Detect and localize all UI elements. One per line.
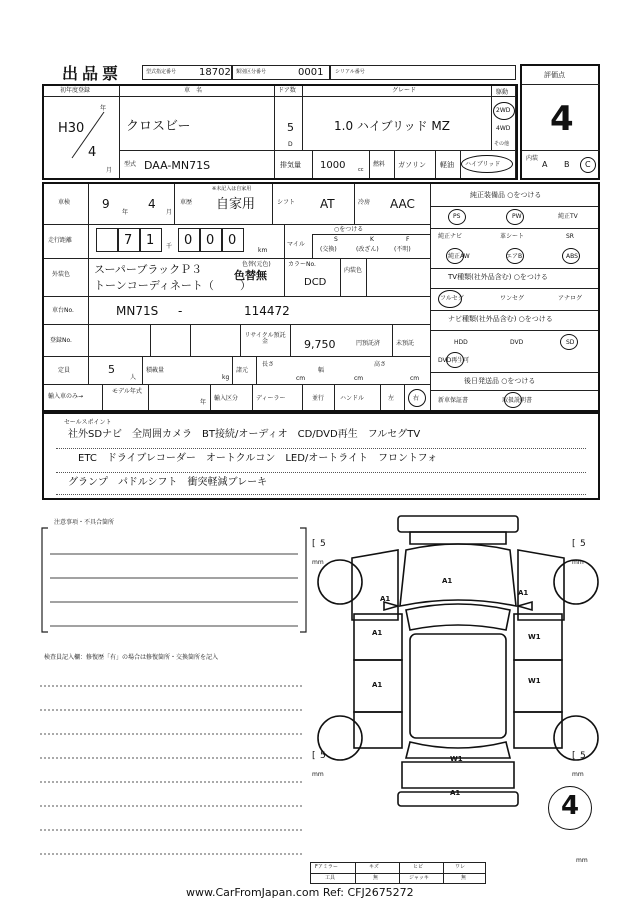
odo-mark-k: K xyxy=(370,236,374,243)
nav-dvd: DVD xyxy=(510,339,524,346)
score-box xyxy=(520,64,600,180)
later-header: 後日発送品 ○をつける xyxy=(464,377,536,385)
odo-mark-f: F xyxy=(406,236,410,243)
inspector-label: 検査員記入欄：修復歴「有」の場合は修復箇所・交換箇所を記入 xyxy=(44,654,219,661)
chassis-prefix: MN71S xyxy=(116,304,159,318)
drive-other: その他 xyxy=(494,141,510,147)
month-unit: 月 xyxy=(106,167,113,174)
model-cert-label: 型式指定番号 xyxy=(146,69,177,75)
drive-2wd-circle xyxy=(493,102,515,120)
tv-oneseg: ワンセグ xyxy=(500,295,525,302)
usage-note: ※未記入は自家用 xyxy=(212,186,252,192)
inspector-lines xyxy=(38,680,306,876)
drive-4wd: 4WD xyxy=(496,125,511,132)
dvd-play: DVD再生可 xyxy=(438,357,470,364)
score-label: 評価点 xyxy=(544,71,565,79)
doors-value: 5 xyxy=(287,121,294,134)
sales-points-line1: 社外SDナビ 全周囲カメラ BT接続/オーディオ CD/DVD再生 フルセグTV xyxy=(68,429,421,440)
model-year-label: モデル年式 xyxy=(112,388,142,395)
mileage-digit-6: 0 xyxy=(222,228,244,252)
recycle-label: リサイクル預託金 xyxy=(244,332,286,345)
car-damage-diagram xyxy=(310,510,610,810)
dims-label: 諸元 xyxy=(236,367,249,374)
tv-header: TV種類(社外品含む) ○をつける xyxy=(448,273,548,281)
serial-label: シリアル番号 xyxy=(335,69,365,75)
legend-scratch: キズ xyxy=(369,864,379,870)
legend-crack: ヒビ xyxy=(413,864,424,870)
fuel-label: 燃料 xyxy=(373,161,386,168)
legend-tools: 工具 xyxy=(325,875,336,881)
int-color-label: 内装色 xyxy=(344,267,363,274)
odo-replaced: (交換) xyxy=(320,246,337,253)
doors-label: ドア数 xyxy=(278,87,296,94)
genuine-ps-circle xyxy=(448,209,466,225)
interior-c-circle xyxy=(580,157,596,173)
inspection-section xyxy=(42,182,600,412)
usage-value: 自家用 xyxy=(216,197,256,212)
first-reg-year: H30 xyxy=(58,121,85,136)
later-manual: 取扱説明書 xyxy=(502,397,533,404)
sales-points-line2: ETC ドライブレコーダー オートクルコン LED/オートライト フロントフォ xyxy=(78,453,438,464)
length-unit: cm xyxy=(296,375,306,382)
class-no-label: 類別区分番号 xyxy=(236,69,267,75)
legend-jack-value: 無 xyxy=(461,875,467,881)
vehicle-section xyxy=(42,84,518,180)
shaken-label: 車検 xyxy=(58,199,71,206)
genuine-pw: PW xyxy=(512,213,522,220)
drive-2wd: 2WD xyxy=(496,107,511,114)
interior-option-a: A xyxy=(542,160,548,169)
year-unit: 年 xyxy=(100,105,107,112)
shaken-year-unit: 年 xyxy=(122,209,129,216)
usage-label: 車歴 xyxy=(180,199,193,206)
fuel-hybrid: ハイブリッド xyxy=(465,161,501,168)
genuine-navi: 純正ナビ xyxy=(438,233,463,240)
mileage-digit-2: 7 xyxy=(118,228,140,252)
displacement-unit: cc xyxy=(358,167,364,173)
genuine-pw-circle xyxy=(506,209,524,225)
mark-left-rear-door: A1 xyxy=(372,681,383,689)
fuel-diesel: 軽油 xyxy=(440,161,454,169)
serial-field xyxy=(330,65,516,80)
height-label: 高さ xyxy=(374,361,387,368)
model-cert-value: 18702 xyxy=(199,67,231,78)
grade-label: グレード xyxy=(392,87,417,94)
nav-sd: SD xyxy=(566,339,575,346)
color-line2: トーンコーディネート（ xyxy=(94,279,214,292)
width-unit: cm xyxy=(354,375,364,382)
mileage-thousand: 千 xyxy=(166,243,173,250)
sales-points-line3: グランプ パドルシフト 衝突軽減ブレーキ xyxy=(68,477,268,488)
interior-label: 内装 xyxy=(526,155,539,162)
model-cert-field xyxy=(142,65,232,80)
genuine-airbag-circle xyxy=(506,248,524,264)
color-line1: スーパーブラックＰ３ xyxy=(94,263,203,276)
nav-header: ナビ種類(社外品含む) ○をつける xyxy=(448,315,553,323)
genuine-leather: 革シート xyxy=(500,233,525,240)
car-name-label: 車 名 xyxy=(184,87,203,94)
shaken-month-unit: 月 xyxy=(166,209,173,216)
chassis-number: 114472 xyxy=(244,304,290,318)
displacement-value: 1000 xyxy=(320,160,346,171)
handle-right-circle xyxy=(408,389,426,407)
score-repeat-mm: mm xyxy=(576,857,588,864)
mileage-unit: km xyxy=(258,247,268,254)
legend-mirror: Fアミラー xyxy=(315,864,338,870)
genuine-airbag: エアB xyxy=(506,253,523,260)
caution-label: 注意事項・不具合箇所 xyxy=(54,519,115,526)
first-reg-label: 初年度登録 xyxy=(60,87,91,94)
capacity-value: 5 xyxy=(108,363,115,376)
legend-break: ワレ xyxy=(455,864,466,870)
handle-label: ハンドル xyxy=(340,395,365,402)
mileage-digit-5: 0 xyxy=(200,228,222,252)
color-no-value: DCD xyxy=(304,277,327,288)
ac-value: AAC xyxy=(390,197,415,211)
capacity-unit: 人 xyxy=(130,374,137,381)
form-title: 出品票 xyxy=(62,64,123,83)
handle-left: 左 xyxy=(388,395,395,402)
legend-table xyxy=(310,862,486,884)
model-value: DAA-MN71S xyxy=(144,159,211,172)
first-reg-month: 4 xyxy=(88,145,97,160)
legend-jack: ジャッキ xyxy=(409,875,429,881)
genuine-header: 純正装備品 ○をつける xyxy=(470,191,542,199)
handle-right: 右 xyxy=(413,395,420,402)
model-label: 型式 xyxy=(124,161,137,168)
mark-left-front-door: A1 xyxy=(372,629,383,637)
shaken-year: 9 xyxy=(102,197,110,211)
ac-label: 冷房 xyxy=(358,199,371,206)
chassis-label: 車台No. xyxy=(52,307,74,314)
caution-bracket xyxy=(40,526,308,636)
import-type-label: 輸入区分 xyxy=(214,395,239,402)
model-year-unit: 年 xyxy=(200,399,207,406)
odo-tampered: (改ざん) xyxy=(356,246,379,253)
interior-option-b: B xyxy=(564,160,570,169)
grade-value: 1.0 ハイブリッド MZ xyxy=(334,119,450,133)
odo-mark-s: S xyxy=(334,236,338,243)
shift-value: AT xyxy=(320,197,335,211)
score-repeat-circle xyxy=(548,786,592,830)
genuine-tv: 純正TV xyxy=(558,213,578,220)
color-no-label: カラーNo. xyxy=(288,261,316,268)
mark-hood: A1 xyxy=(442,577,453,585)
mileage-digit-1 xyxy=(96,228,118,252)
recycle-unit: 円預託済 xyxy=(356,340,381,347)
recycle-status: 未預託 xyxy=(396,340,415,347)
capacity-label: 定員 xyxy=(58,367,71,374)
doors-unit: D xyxy=(288,141,293,148)
color-line2-end: ） xyxy=(240,279,251,292)
genuine-abs: ABS xyxy=(566,253,578,260)
mark-rear-bumper: A1 xyxy=(450,789,461,797)
height-unit: cm xyxy=(410,375,420,382)
drive-label: 駆動 xyxy=(496,89,509,96)
tv-fullseg: フルセグ xyxy=(440,295,464,302)
mileage-digit-3: 1 xyxy=(140,228,162,252)
odo-unknown: (不明) xyxy=(394,246,411,253)
fuel-hybrid-circle xyxy=(461,155,513,173)
mark-front-left-fender: A1 xyxy=(380,595,391,603)
reg-label: 登録No. xyxy=(50,337,72,344)
circle-note: ○をつける xyxy=(334,226,364,233)
mark-right-front-door: W1 xyxy=(528,633,541,641)
watermark: www.CarFromJapan.com Ref: CFJ2675272 xyxy=(186,886,414,899)
score-value: 4 xyxy=(550,99,574,139)
fuel-gasoline: ガソリン xyxy=(398,161,426,169)
color-change-label: 色替(元色) xyxy=(242,261,271,268)
color-change-value: 色替無 xyxy=(234,269,267,282)
genuine-abs-circle xyxy=(562,248,580,264)
load-label: 積載量 xyxy=(146,367,165,374)
nav-hdd: HDD xyxy=(454,339,468,346)
length-label: 長さ xyxy=(262,361,275,368)
import-dealer: ディーラー xyxy=(256,395,286,402)
chassis-dash: - xyxy=(178,304,183,318)
color-label: 外装色 xyxy=(52,271,71,278)
recycle-value: 9,750 xyxy=(304,338,336,351)
mark-rear-gate: W1 xyxy=(450,755,463,763)
sales-points-label: セールスポイント xyxy=(64,419,112,426)
genuine-aw-circle xyxy=(446,248,464,264)
genuine-sr: SR xyxy=(566,233,574,240)
class-no-field xyxy=(232,65,330,80)
mile-label: マイル xyxy=(287,241,305,248)
tv-fullseg-circle xyxy=(438,290,462,308)
import-parallel: 並行 xyxy=(312,395,325,402)
class-no-value: 0001 xyxy=(298,67,324,78)
car-name: クロスビー xyxy=(126,119,191,134)
later-manual-circle xyxy=(504,392,522,408)
genuine-ps: PS xyxy=(453,213,461,220)
shift-label: シフト xyxy=(277,199,296,206)
mileage-digit-4: 0 xyxy=(178,228,200,252)
mark-right-rear-door: W1 xyxy=(528,677,541,685)
score-repeat: 4 xyxy=(561,791,580,821)
load-unit: kg xyxy=(222,374,230,381)
mileage-label: 走行距離 xyxy=(48,237,73,244)
shaken-month: 4 xyxy=(148,197,156,211)
displacement-label: 排気量 xyxy=(280,161,301,169)
interior-option-c: C xyxy=(585,160,591,169)
tv-analog: アナログ xyxy=(558,295,583,302)
nav-sd-circle xyxy=(560,334,578,350)
later-warranty: 新車保証書 xyxy=(438,397,469,404)
import-label: 輸入車のみ→ xyxy=(48,393,84,400)
sales-points-box xyxy=(42,412,600,500)
legend-tools-value: 無 xyxy=(373,875,379,881)
mark-front-right-fender: A1 xyxy=(518,589,529,597)
width-label: 幅 xyxy=(318,367,325,374)
genuine-aw: 純正AW xyxy=(448,253,470,260)
dvd-play-circle xyxy=(446,352,464,368)
